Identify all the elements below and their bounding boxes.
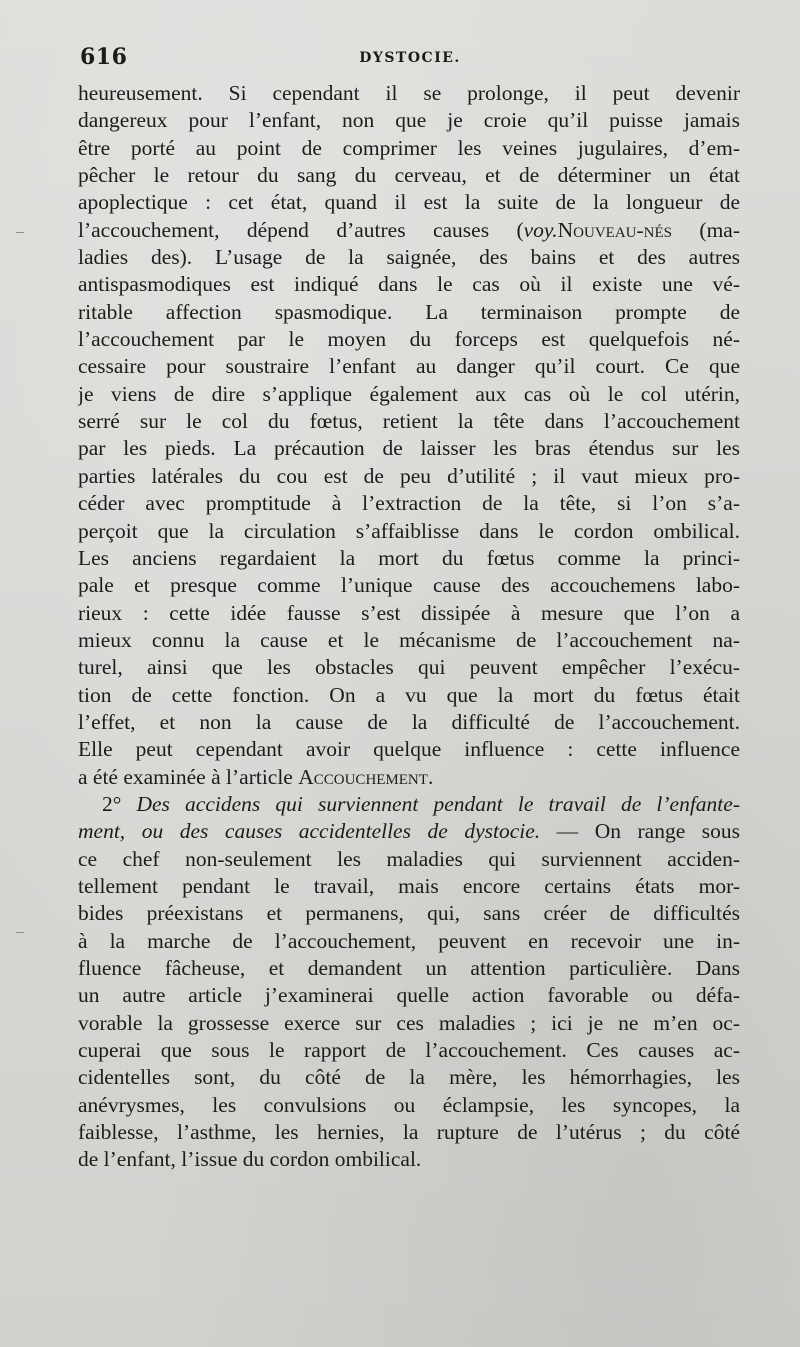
text-line: Les anciens regardaient la mort du fœtus comme la princi-: [78, 545, 740, 570]
text-line: apoplectique : cet état, quand il est la suite de la longueur de: [78, 190, 740, 215]
text-segment: (ma-: [672, 217, 740, 242]
text-line: ce chef non-seulement les maladies qui surviennent acciden-: [78, 846, 740, 871]
text-line: perçoit que la circulation s’affaiblisse dans le cordon ombilical.: [78, 518, 740, 543]
text-line: être porté au point de comprimer les veines jugulaires, d’em-: [78, 135, 740, 160]
text-line: tellement pendant le travail, mais encore certains états mor-: [78, 873, 740, 898]
text-line: je viens de dire s’applique également aux cas où le col utérin,: [78, 381, 740, 406]
text-line-paragraph-end: de l’enfant, l’issue du cordon ombilical.: [78, 1147, 422, 1172]
text-segment: l’accouchement, dépend d’autres causes (: [78, 217, 524, 242]
page-number: 616: [80, 44, 128, 70]
text-line: l’effet, et non la cause de la difficulté de l’accouchement.: [78, 709, 740, 734]
small-caps-reference: Accouchement: [298, 764, 428, 789]
text-segment: — On range sous: [540, 819, 740, 844]
text-line: [78, 818, 740, 845]
text-line: rieux : cette idée fausse s’est dissipée à mesure que l’on a: [78, 600, 740, 625]
text-line: bides préexistans et permanens, qui, sans créer de difficultés: [78, 901, 740, 926]
text-line: fluence fâcheuse, et demandent un attention particulière. Dans: [78, 956, 740, 980]
text-line: dangereux pour l’enfant, non que je croie qu’il puisse jamais: [78, 108, 740, 133]
text-line: pêcher le retour du sang du cerveau, et de déterminer un état: [78, 163, 740, 188]
text-line: mieux connu la cause et le mécanisme de l’accouchement na-: [78, 627, 740, 652]
text-line: anévrysmes, les convulsions ou éclampsie, les syncopes, la: [78, 1092, 740, 1117]
text-line: cessaire pour soustraire l’enfant au danger qu’il court. Ce que: [78, 354, 740, 379]
text-line: Elle peut cependant avoir quelque influence : cette influence: [78, 737, 740, 762]
text-line: un autre article j’examinerai quelle action favorable ou défa-: [78, 983, 740, 1008]
body-text: [78, 80, 740, 1174]
margin-mark: [16, 232, 24, 233]
text-line: vorable la grossesse exerce sur ces maladies ; ici je ne m’en oc-: [78, 1010, 740, 1035]
text-line: à la marche de l’accouchement, peuvent en recevoir une in-: [78, 928, 740, 953]
margin-mark: [16, 932, 24, 933]
text-line: faiblesse, l’asthme, les hernies, la rupture de l’utérus ; du côté: [78, 1120, 740, 1145]
text-line-section-heading: [78, 791, 740, 818]
text-line: ritable affection spasmodique. La terminaison prompte de: [78, 299, 740, 324]
text-line-paragraph-end: [78, 764, 740, 791]
italic-abbreviation: voy.: [523, 217, 558, 242]
text-line: antispasmodiques est indiqué dans le cas où il existe une vé-: [78, 272, 740, 297]
text-line: céder avec promptitude à l’extraction de la tête, si l’on s’a-: [78, 491, 740, 516]
section-number: 2°: [102, 791, 137, 816]
small-caps-reference: Nouveau-nés: [557, 217, 673, 242]
page-header: [80, 44, 740, 78]
text-line: serré sur le col du fœtus, retient la tête dans l’accouchement: [78, 409, 740, 434]
text-line: heureusement. Si cependant il se prolonge, il peut devenir: [78, 81, 740, 105]
text-line: tion de cette fonction. On a vu que la mort du fœtus était: [78, 682, 740, 707]
text-segment: a été examinée à l’article: [78, 764, 299, 789]
text-line: turel, ainsi que les obstacles qui peuvent empêcher l’exécu-: [78, 655, 740, 680]
text-segment: .: [427, 764, 434, 789]
text-line: cuperai que sous le rapport de l’accouchement. Ces causes ac-: [78, 1038, 740, 1063]
text-line: par les pieds. La précaution de laisser les bras étendus sur les: [78, 436, 740, 461]
italic-heading: Des accidens qui surviennent pendant le travail de l’enfante-: [136, 791, 740, 816]
text-line-cross-reference: [78, 217, 740, 244]
text-line: cidentelles sont, du côté de la mère, les hémorrhagies, les: [78, 1065, 740, 1090]
running-head: DYSTOCIE.: [359, 50, 461, 66]
text-line: pale et presque comme l’unique cause des accouchemens labo-: [78, 573, 740, 598]
italic-heading: ment, ou des causes accidentelles de dystocie.: [78, 819, 541, 844]
text-line: l’accouchement par le moyen du forceps est quelquefois né-: [78, 327, 740, 352]
text-line: parties latérales du cou est de peu d’utilité ; il vaut mieux pro-: [78, 463, 740, 488]
text-line: ladies des). L’usage de la saignée, des bains et des autres: [78, 245, 740, 270]
